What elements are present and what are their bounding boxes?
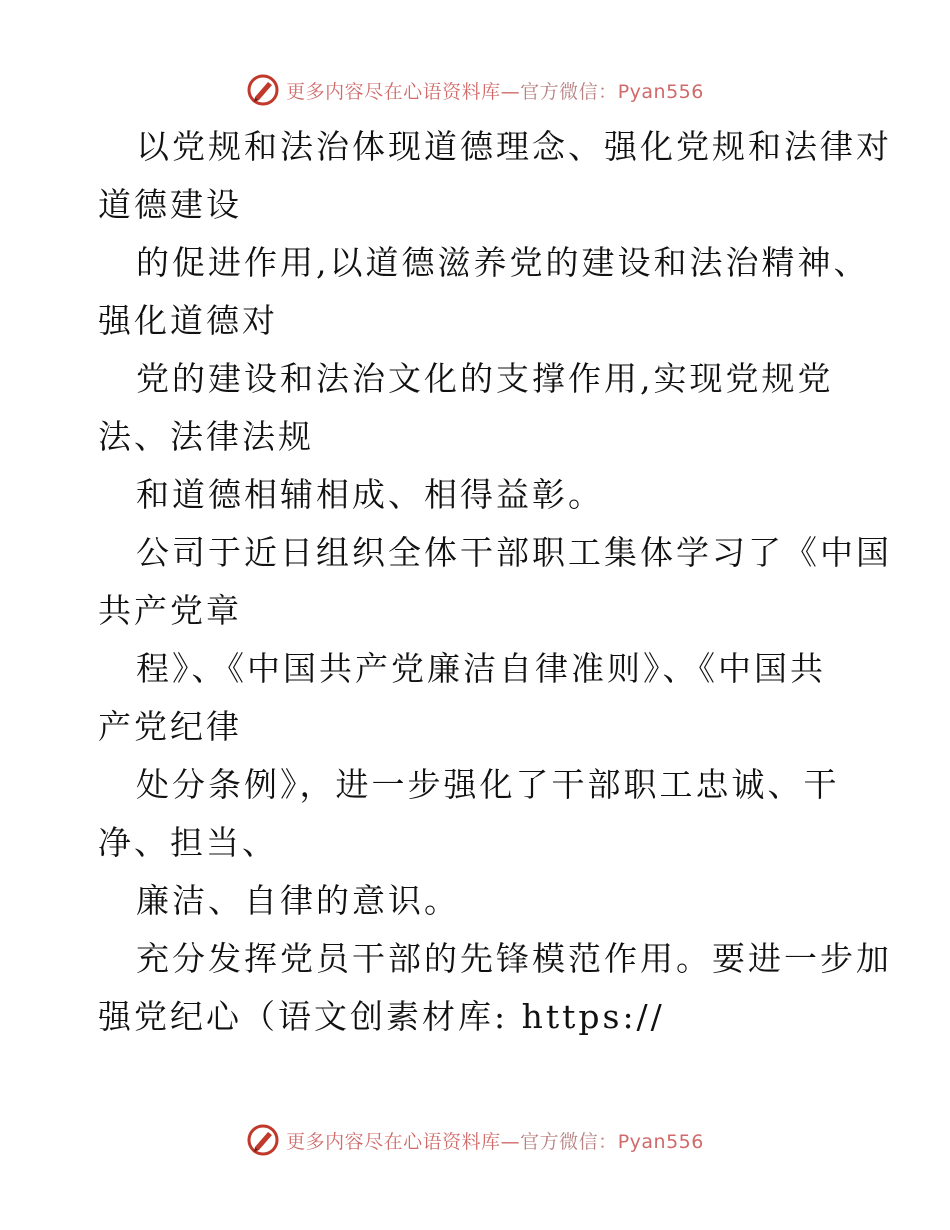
text-line: 法、法律法规 xyxy=(98,417,314,456)
footer-banner xyxy=(0,1120,950,1160)
banner-label: 官方微信： xyxy=(520,80,618,103)
text-line: 处分条例》，进一步强化了干部职工忠诚、干 xyxy=(136,765,840,804)
document-body xyxy=(98,118,892,1046)
text-line: 以党规和法治体现道德理念、强化党规和法律对 xyxy=(136,127,892,166)
banner-text xyxy=(286,1127,704,1154)
banner-wechat-id: Pyan556 xyxy=(617,80,704,103)
banner-wechat-id: Pyan556 xyxy=(617,1130,704,1153)
text-line: 道德建设 xyxy=(98,185,242,224)
pen-logo-icon xyxy=(246,1123,280,1157)
banner-separator: — xyxy=(500,80,521,103)
banner-separator: — xyxy=(500,1130,521,1153)
text-line: 廉洁、自律的意识。 xyxy=(136,881,460,920)
text-line: 党的建设和法治文化的支撑作用,实现党规党 xyxy=(136,359,834,398)
text-line: 共产党章 xyxy=(98,591,242,630)
text-line: 净、担当、 xyxy=(98,823,278,862)
text-line: 和道德相辅相成、相得益彰。 xyxy=(136,475,604,514)
text-line: 程》、《中国共产党廉洁自律准则》、《中国共 xyxy=(136,649,826,688)
banner-main-text: 更多内容尽在心语资料库 xyxy=(286,1130,501,1153)
header-banner xyxy=(0,70,950,110)
text-line: 强化道德对 xyxy=(98,301,278,340)
text-line: 公司于近日组织全体干部职工集体学习了《中国 xyxy=(136,533,892,572)
banner-label: 官方微信： xyxy=(520,1130,618,1153)
text-line: 的促进作用,以道德滋养党的建设和法治精神、 xyxy=(136,243,870,282)
text-line: 产党纪律 xyxy=(98,707,242,746)
banner-text xyxy=(286,77,704,104)
text-line: 强党纪心（语文创素材库: https:// xyxy=(98,997,665,1036)
text-line: 充分发挥党员干部的先锋模范作用。要进一步加 xyxy=(136,939,892,978)
pen-logo-icon xyxy=(246,73,280,107)
banner-main-text: 更多内容尽在心语资料库 xyxy=(286,80,501,103)
